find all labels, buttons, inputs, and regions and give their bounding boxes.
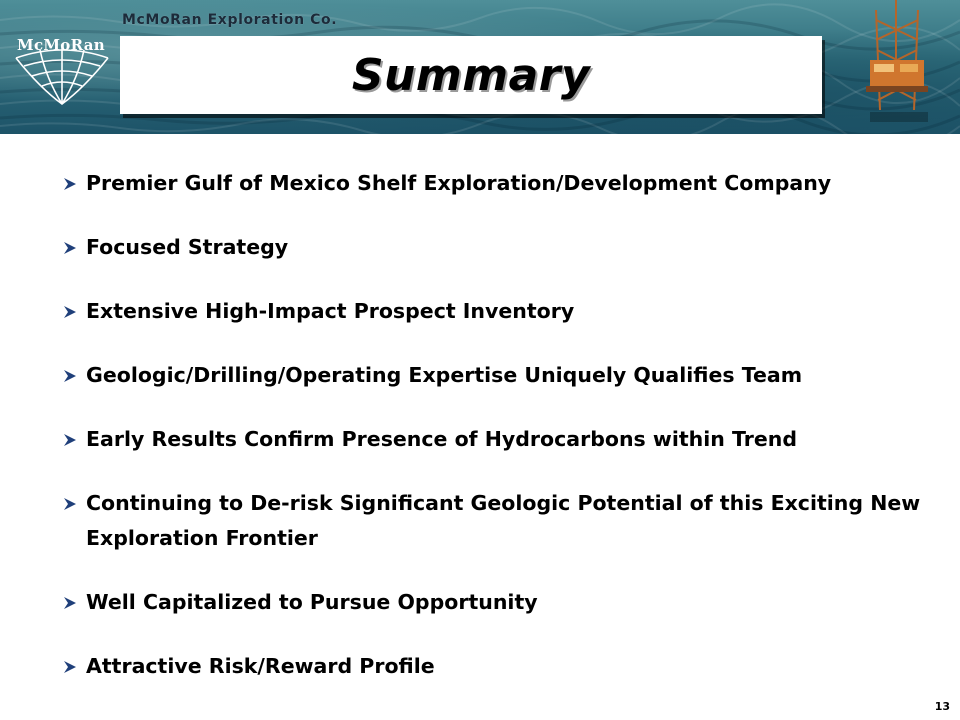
arrow-right-icon xyxy=(62,422,86,457)
arrow-right-icon xyxy=(62,294,86,329)
page-title: Summary xyxy=(351,49,591,101)
arrow-right-icon xyxy=(62,486,86,521)
bullet-text: Extensive High-Impact Prospect Inventory xyxy=(86,299,575,323)
logo-text: McMoRan xyxy=(17,36,105,54)
list-item xyxy=(62,486,922,556)
list-item xyxy=(62,358,922,393)
page-number: 13 xyxy=(934,700,950,713)
bullet-text: Early Results Confirm Presence of Hydrocarbons within Trend xyxy=(86,427,798,451)
list-item xyxy=(62,294,922,329)
bullet-text: Geologic/Drilling/Operating Expertise Uniquely Qualifies Team xyxy=(86,363,803,387)
list-item xyxy=(62,230,922,265)
list-item xyxy=(62,585,922,620)
header-banner xyxy=(0,0,960,134)
arrow-right-icon xyxy=(62,585,86,620)
summary-list xyxy=(62,166,922,684)
arrow-right-icon xyxy=(62,166,86,201)
title-box xyxy=(120,36,822,114)
list-item xyxy=(62,422,922,457)
arrow-right-icon xyxy=(62,358,86,393)
company-name: McMoRan Exploration Co. xyxy=(122,12,338,28)
list-item xyxy=(62,166,922,201)
arrow-right-icon xyxy=(62,230,86,265)
oil-rig-icon xyxy=(856,0,936,134)
bullet-text: Attractive Risk/Reward Profile xyxy=(86,654,435,678)
arrow-right-icon xyxy=(62,649,86,684)
bullet-text: Continuing to De-risk Significant Geologic Potential of this Exciting New Exploration Frontier xyxy=(86,491,921,550)
bullet-text: Premier Gulf of Mexico Shelf Exploration/Development Company xyxy=(86,171,832,195)
bullet-text: Focused Strategy xyxy=(86,235,289,259)
list-item xyxy=(62,649,922,684)
bullet-text: Well Capitalized to Pursue Opportunity xyxy=(86,590,538,614)
